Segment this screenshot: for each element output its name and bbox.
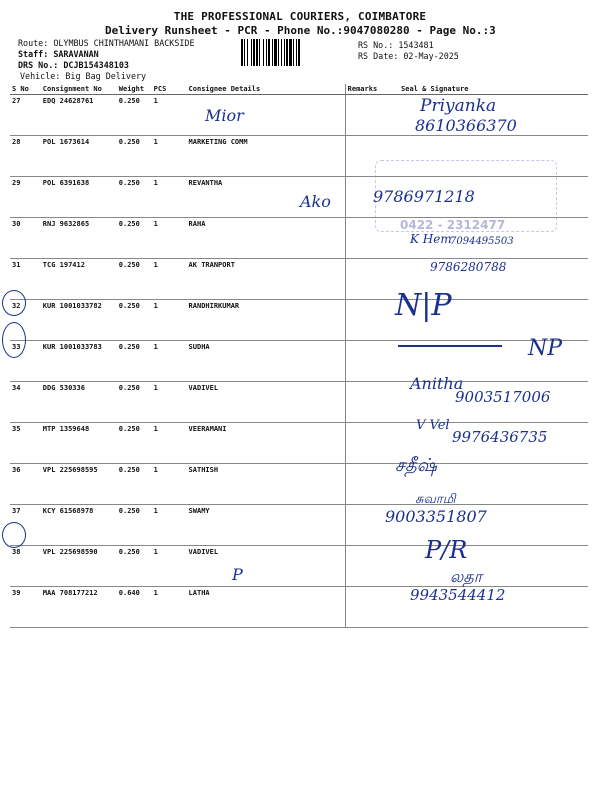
handwritten-note: Mior: [205, 106, 244, 125]
route-value: OLYMBUS CHINTHAMANI BACKSIDE: [53, 38, 195, 48]
cell-pcs: 1: [152, 218, 187, 259]
cell-sno: 32: [10, 300, 41, 341]
cell-weight: 0.250: [117, 177, 152, 218]
handwritten-signature: லதா: [450, 567, 483, 586]
cell-consignee: AK TRANPORT: [187, 259, 346, 300]
cell-consignment-no: MTP 1359648: [41, 423, 117, 464]
cell-remarks: [345, 587, 399, 628]
cell-remarks: [345, 546, 399, 587]
circle-mark: [2, 290, 26, 316]
cell-sno: 37: [10, 505, 41, 546]
cell-weight: 0.250: [117, 136, 152, 177]
route-line: [18, 38, 195, 49]
cell-sno: 29: [10, 177, 41, 218]
rs-no-value: 1543481: [398, 40, 434, 50]
cell-sno: 33: [10, 341, 41, 382]
col-header-consignment: Consignment No: [41, 84, 117, 95]
rs-no-label: RS No.:: [358, 40, 394, 50]
col-header-remarks: Remarks: [345, 84, 399, 95]
rs-info: [358, 40, 459, 62]
table-row: [10, 505, 588, 546]
cell-pcs: 1: [152, 341, 187, 382]
cell-pcs: 1: [152, 136, 187, 177]
cell-weight: 0.640: [117, 587, 152, 628]
rs-date-label: RS Date:: [358, 51, 399, 61]
cell-weight: 0.250: [117, 259, 152, 300]
sheet-title: Delivery Runsheet - PCR - Phone No.:9047080280 - Page No.:3: [105, 24, 496, 37]
cell-consignee: RAHA: [187, 218, 346, 259]
cell-consignee: VADIVEL: [187, 382, 346, 423]
cell-pcs: 1: [152, 382, 187, 423]
barcode-bar: [300, 39, 301, 66]
vehicle-label: Vehicle:: [20, 71, 61, 81]
handwritten-np: N|P: [395, 288, 452, 323]
cell-pcs: 1: [152, 95, 187, 136]
rs-date-value: 02-May-2025: [403, 51, 459, 61]
cell-weight: 0.250: [117, 300, 152, 341]
handwritten-mark: P: [232, 565, 243, 584]
cell-consignment-no: KUR 1001033782: [41, 300, 117, 341]
drs-label: DRS No.:: [18, 60, 59, 70]
cell-weight: 0.250: [117, 464, 152, 505]
strikeout-mark: [398, 345, 502, 347]
cell-pcs: 1: [152, 300, 187, 341]
handwritten-phone: 9786280788: [430, 260, 507, 274]
handwritten-signature: V Vel: [416, 418, 450, 433]
cell-sno: 31: [10, 259, 41, 300]
circle-mark: [2, 522, 26, 548]
cell-pcs: 1: [152, 587, 187, 628]
cell-consignment-no: POL 1673614: [41, 136, 117, 177]
handwritten-signature: சதீஷ்: [395, 455, 437, 476]
cell-consignee: SWAMY: [187, 505, 346, 546]
table-row: [10, 546, 588, 587]
cell-pcs: 1: [152, 177, 187, 218]
col-header-consignee: Consignee Details: [187, 84, 346, 95]
col-header-pcs: PCS: [152, 84, 187, 95]
circle-mark: [2, 322, 26, 358]
handwritten-np: NP: [528, 336, 563, 361]
barcode: [241, 39, 349, 66]
handwritten-initial: Ako: [300, 192, 331, 211]
cell-sno: 39: [10, 587, 41, 628]
cell-remarks: [345, 382, 399, 423]
cell-consignee: SATHISH: [187, 464, 346, 505]
cell-consignment-no: MAA 708177212: [41, 587, 117, 628]
handwritten-phone: 7094495503: [450, 236, 514, 247]
cell-pcs: 1: [152, 546, 187, 587]
col-header-signature: Seal & Signature: [399, 84, 588, 95]
handwritten-phone: 9976436735: [452, 428, 548, 446]
cell-remarks: [345, 95, 399, 136]
stamp-phone: 0422 - 2312477: [400, 218, 506, 232]
cell-consignee: VEERAMANI: [187, 423, 346, 464]
handwritten-signature: Anitha: [410, 374, 464, 393]
cell-consignee: VADIVEL: [187, 546, 346, 587]
cell-pcs: 1: [152, 464, 187, 505]
cell-consignment-no: DDG 530336: [41, 382, 117, 423]
handwritten-signature: சுவாமி: [415, 492, 456, 507]
handwritten-phone: 9003517006: [455, 388, 551, 406]
cell-weight: 0.250: [117, 382, 152, 423]
col-header-weight: Weight: [117, 84, 152, 95]
cell-weight: 0.250: [117, 505, 152, 546]
cell-consignment-no: TCG 197412: [41, 259, 117, 300]
handwritten-phone: 8610366370: [415, 116, 517, 135]
cell-remarks: [345, 423, 399, 464]
table-row: [10, 464, 588, 505]
cell-sno: 34: [10, 382, 41, 423]
cell-weight: 0.250: [117, 95, 152, 136]
cell-weight: 0.250: [117, 423, 152, 464]
cell-pcs: 1: [152, 259, 187, 300]
cell-remarks: [345, 464, 399, 505]
cell-consignment-no: EDQ 24628761: [41, 95, 117, 136]
cell-consignment-no: KCY 61568978: [41, 505, 117, 546]
cell-consignee: LATHA: [187, 587, 346, 628]
table-row: [10, 300, 588, 341]
cell-consignment-no: KUR 1001033783: [41, 341, 117, 382]
cell-remarks: [345, 300, 399, 341]
cell-consignee: RANDHIRKUMAR: [187, 300, 346, 341]
handwritten-signature: Priyanka: [420, 96, 497, 116]
cell-consignee: REVANTHA: [187, 177, 346, 218]
rs-date-line: [358, 51, 459, 62]
cell-sno: 38: [10, 546, 41, 587]
cell-weight: 0.250: [117, 218, 152, 259]
cell-consignee: MARKETING COMM: [187, 136, 346, 177]
cell-sno: 28: [10, 136, 41, 177]
cell-weight: 0.250: [117, 341, 152, 382]
drs-value: DCJB154348103: [63, 60, 129, 70]
cell-consignment-no: POL 6391638: [41, 177, 117, 218]
cell-remarks: [345, 341, 399, 382]
handwritten-pr: P/R: [425, 536, 468, 564]
cell-sno: 35: [10, 423, 41, 464]
handwritten-name: K Hem: [410, 232, 452, 246]
cell-sno: 36: [10, 464, 41, 505]
cell-pcs: 1: [152, 423, 187, 464]
cell-remarks: [345, 259, 399, 300]
handwritten-phone: 9943544412: [410, 586, 506, 604]
cell-weight: 0.250: [117, 546, 152, 587]
route-label: Route:: [18, 38, 49, 48]
cell-consignment-no: RNJ 9632865: [41, 218, 117, 259]
staff-label: Staff:: [18, 49, 49, 59]
vehicle-line: [20, 71, 146, 82]
cell-pcs: 1: [152, 505, 187, 546]
table-header-row: [10, 84, 588, 95]
handwritten-phone: 9786971218: [373, 187, 475, 206]
drs-line: [18, 60, 129, 71]
cell-sno: 30: [10, 218, 41, 259]
staff-line: [18, 49, 99, 60]
cell-consignment-no: VPL 225698595: [41, 464, 117, 505]
cell-consignment-no: VPL 225698590: [41, 546, 117, 587]
vehicle-value: Big Bag Delivery: [65, 71, 147, 81]
handwritten-phone: 9003351807: [385, 507, 487, 526]
rs-no-line: [358, 40, 459, 51]
col-header-sno: S No: [10, 84, 41, 95]
cell-consignee: SUDHA: [187, 341, 346, 382]
cell-sno: 27: [10, 95, 41, 136]
staff-value: SARAVANAN: [53, 49, 99, 59]
company-title: THE PROFESSIONAL COURIERS, COIMBATORE: [173, 10, 427, 23]
